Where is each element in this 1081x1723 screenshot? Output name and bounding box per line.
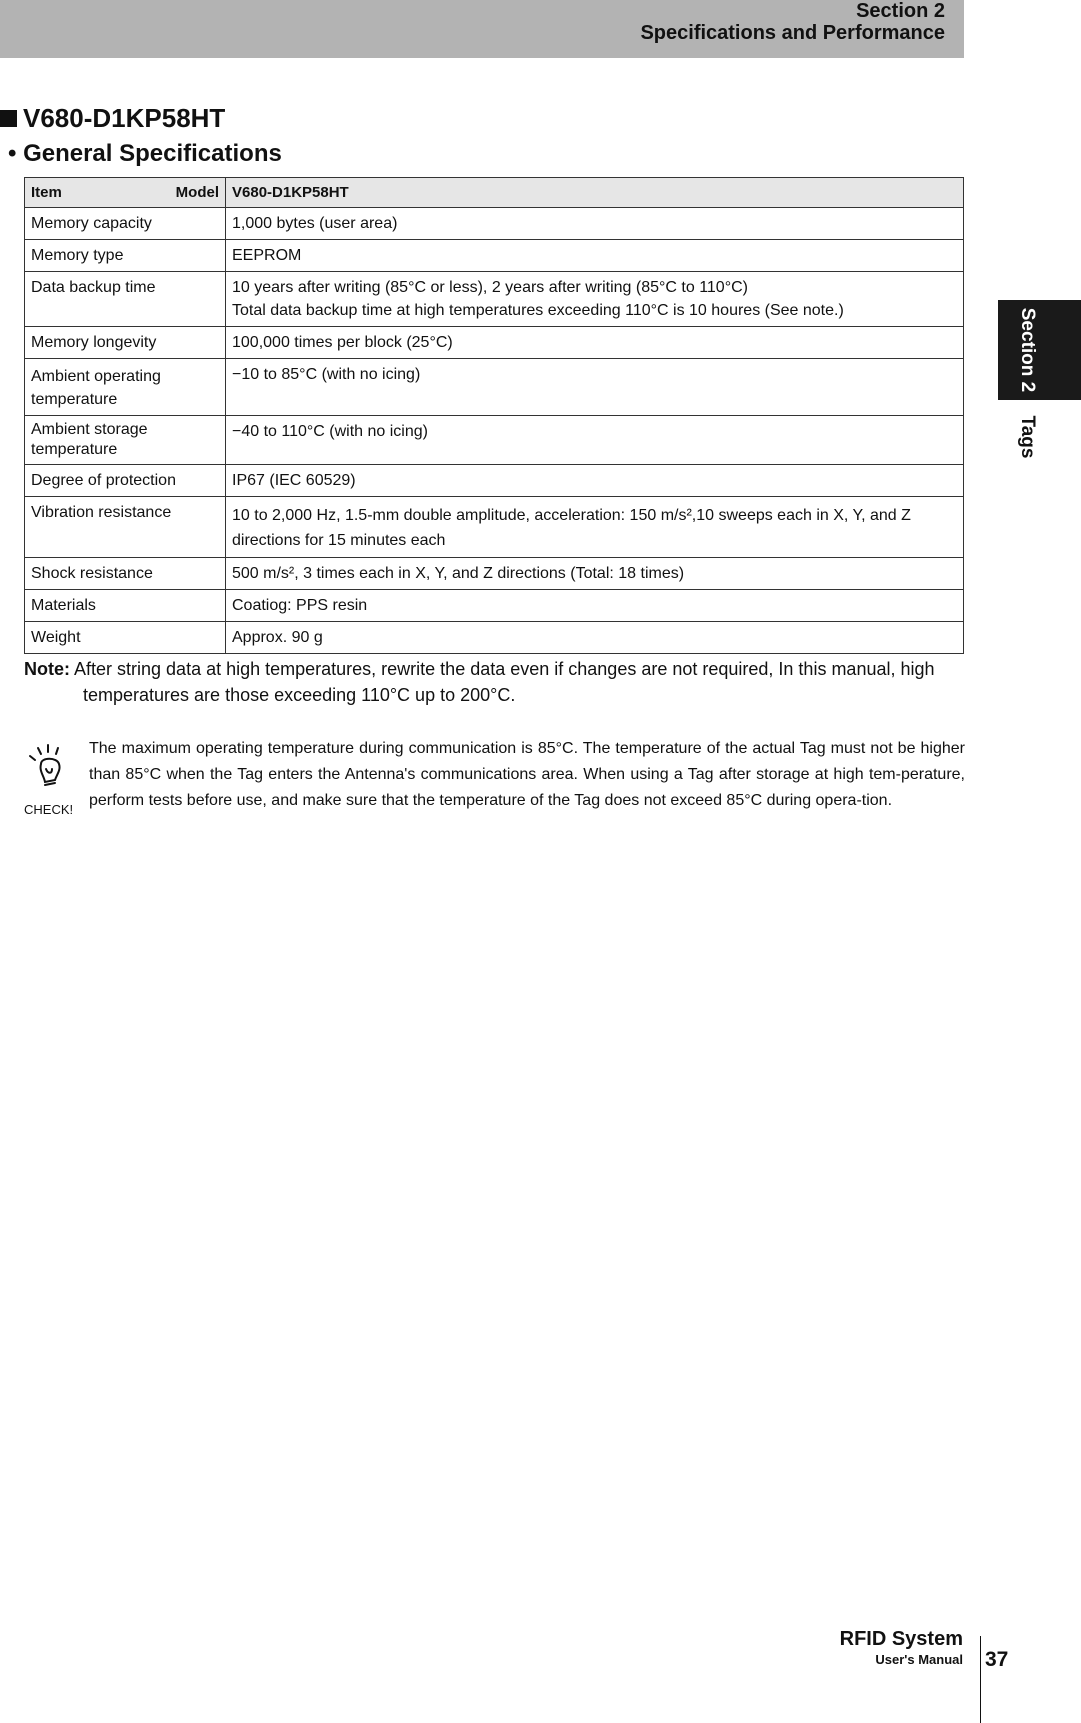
row-value: EEPROM [226,240,964,272]
table-row [25,240,964,272]
row-item: Data backup time [25,272,226,327]
row-item: Memory type [25,240,226,272]
row-item: Ambient storage temperature [25,416,226,465]
row-item: Vibration resistance [25,497,226,558]
row-value-multiline [226,272,964,327]
table-row [25,359,964,416]
table-row [25,497,964,558]
row-item: Materials [25,590,226,622]
header-model-label: Model [175,184,219,201]
row-item: Memory longevity [25,327,226,359]
header-model-value: V680-D1KP58HT [226,178,964,208]
side-tab-section-label: Section 2 [1017,307,1038,393]
footer-divider [980,1636,981,1723]
table-row [25,590,964,622]
table-header-item-model [25,178,226,208]
header-section: Section 2 [856,0,945,22]
footer-subtitle: User's Manual [875,1652,963,1667]
table-row [25,416,964,465]
row-value: 100,000 times per block (25°C) [226,327,964,359]
row-item: Degree of protection [25,465,226,497]
table-row [25,272,964,327]
row-value: 10 to 2,000 Hz, 1.5-mm double amplitude, acceleration: 150 m/s²,10 sweeps each in X, Y, and Z directions for 15 minutes each [226,497,964,558]
row-item: Shock resistance [25,558,226,590]
page-heading-text: V680-D1KP58HT [23,103,226,133]
row-item: Memory capacity [25,208,226,240]
sub-heading: • General Specifications [8,140,282,167]
row-value-line: 10 years after writing (85°C or less), 2 years after writing (85°C to 110°C) [232,279,748,296]
row-value: Coatiog: PPS resin [226,590,964,622]
row-value: 1,000 bytes (user area) [226,208,964,240]
spec-table [24,177,964,654]
row-value-line: Total data backup time at high temperatures exceeding 110°C is 10 houres (See note.) [232,302,844,319]
footer-title: RFID System [839,1628,963,1650]
table-row [25,327,964,359]
page-heading [0,103,225,134]
table-row [25,622,964,654]
row-value: −10 to 85°C (with no icing) [226,359,964,416]
header-item-label: Item [31,184,62,201]
row-value: IP67 (IEC 60529) [226,465,964,497]
check-icon [24,742,80,822]
table-row [25,465,964,497]
table-row [25,558,964,590]
side-tab-topic-label: Tags [1017,415,1038,459]
note-text-line1: After string data at high temperatures, rewrite the data even if changes are not required, In this manual, high [74,659,935,679]
side-tab-section [998,300,1081,400]
header-bar [0,0,964,58]
check-icon-label: CHECK! [24,802,74,817]
header-title: Specifications and Performance [640,22,945,44]
row-value: Approx. 90 g [226,622,964,654]
table-row [25,208,964,240]
check-text: The maximum operating temperature during communication is 85°C. The temperature of the actual Tag must not be higher than 85°C when the Tag enters the Antenna's communications area. When using a Tag after storage at high tem-perature, perform tests before use, and make sure that the temperature of the Tag does not exceed 85°C during opera-tion. [89,740,965,809]
table-header-row [25,178,964,208]
page-number: 37 [985,1648,1009,1671]
row-item: Ambient operating temperature [25,359,226,416]
note-text-line2: temperatures are those exceeding 110°C up to 200°C. [83,685,516,705]
note [24,656,964,708]
row-value: −40 to 110°C (with no icing) [226,416,964,465]
note-label: Note: [24,659,70,679]
row-item: Weight [25,622,226,654]
row-value: 500 m/s², 3 times each in X, Y, and Z directions (Total: 18 times) [226,558,964,590]
square-bullet-icon [0,110,17,127]
